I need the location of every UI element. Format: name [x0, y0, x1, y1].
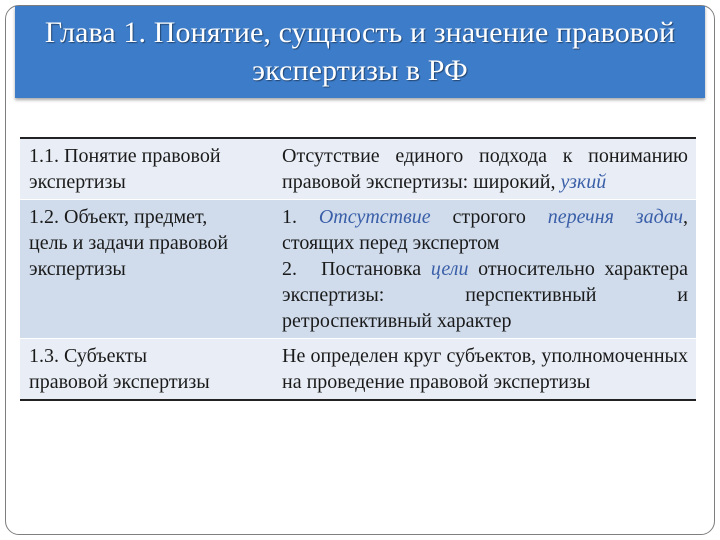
table-row [20, 138, 696, 200]
title-banner [15, 6, 705, 98]
title-line-2: экспертизы в РФ [252, 54, 468, 87]
row-2-point-1: 1. Отсутствие строгого перечня задач, стоящих перед экспертом [282, 206, 688, 254]
row-1-description: Отсутствие единого подхода к пониманию правовой экспертизы: широкий, узкий [273, 138, 696, 200]
title-line-1: Глава 1. Понятие, сущность и значение правовой [44, 16, 676, 49]
table-row [20, 200, 696, 339]
row-1-heading: 1.1. Понятие правовой экспертизы [20, 138, 273, 200]
content-table [20, 137, 696, 401]
row-3-heading: 1.3. Субъекты правовой экспертизы [20, 339, 273, 401]
row-2-heading: 1.2. Объект, предмет, цель и задачи правовой экспертизы [20, 200, 273, 339]
table-row [20, 339, 696, 401]
row-2-point-2: 2. Постановка цели относительно характера экспертизы: перспективный и ретроспективный характер [282, 258, 688, 332]
row-3-description: Не определен круг субъектов, уполномоченных на проведение правовой экспертизы [273, 339, 696, 401]
row-2-description [273, 200, 696, 339]
